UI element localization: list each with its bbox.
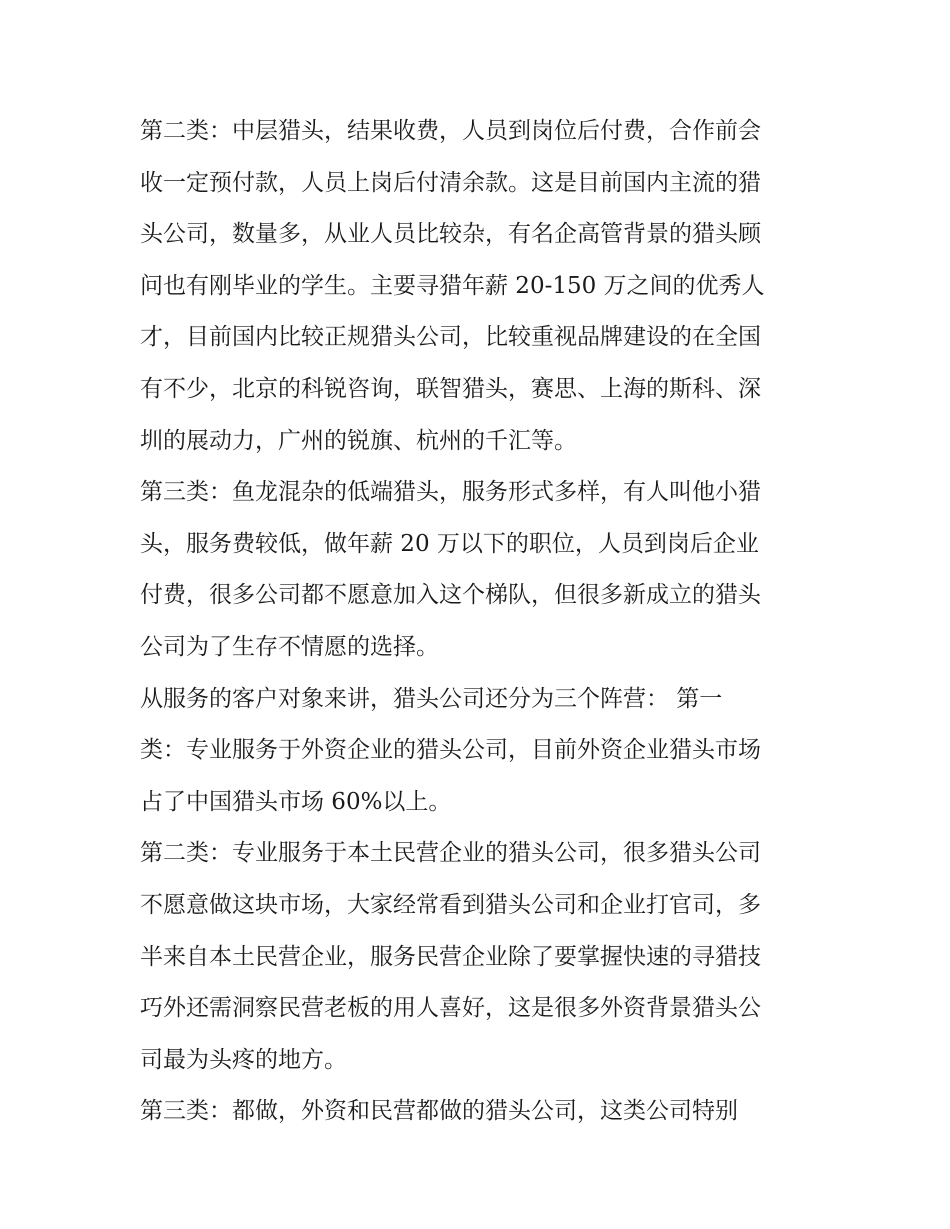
text-line: 从服务的客户对象来讲，猎头公司还分为三个阵营： 第一 (140, 685, 723, 712)
text-line: 第二类：中层猎头，结果收费，人员到岗位后付费，合作前会 (140, 118, 761, 144)
text-line: 头公司，数量多，从业人员比较杂，有名企高管背景的猎头顾 (140, 221, 761, 248)
text-line: 类：专业服务于外资企业的猎头公司，目前外资企业猎头市场 (140, 737, 761, 764)
text-line: 不愿意做这块市场，大家经常看到猎头公司和企业打官司，多 (140, 891, 761, 918)
text-line: 巧外还需洞察民营老板的用人喜好，这是很多外资背景猎头公 (140, 995, 761, 1022)
text-line: 司最为头疼的地方。 (140, 1046, 347, 1073)
text-line: 头，服务费较低，做年薪 20 万以下的职位，人员到岗后企业 (140, 530, 759, 557)
text-line: 付费，很多公司都不愿意加入这个梯队，但很多新成立的猎头 (140, 582, 761, 609)
text-line: 第三类：鱼龙混杂的低端猎头，服务形式多样，有人叫他小猎 (140, 479, 761, 506)
body-text (140, 106, 816, 1138)
text-line: 圳的展动力，广州的锐旗、杭州的千汇等。 (140, 427, 577, 454)
text-line: 收一定预付款，人员上岗后付清余款。这是目前国内主流的猎 (140, 169, 761, 196)
text-line: 问也有刚毕业的学生。主要寻猎年薪 20-150 万之间的优秀人 (140, 272, 765, 299)
text-line: 第二类：专业服务于本土民营企业的猎头公司，很多猎头公司 (140, 840, 761, 867)
text-line: 第三类：都做，外资和民营都做的猎头公司，这类公司特别 (140, 1098, 738, 1125)
text-line: 占了中国猎头市场 60%以上。 (140, 788, 452, 815)
text-line: 有不少，北京的科锐咨询，联智猎头，赛思、上海的斯科、深 (140, 375, 761, 402)
text-line: 公司为了生存不情愿的选择。 (140, 633, 439, 660)
text-line: 半来自本土民营企业，服务民营企业除了要掌握快速的寻猎技 (140, 943, 761, 970)
text-line: 才，目前国内比较正规猎头公司，比较重视品牌建设的在全国 (140, 324, 761, 351)
